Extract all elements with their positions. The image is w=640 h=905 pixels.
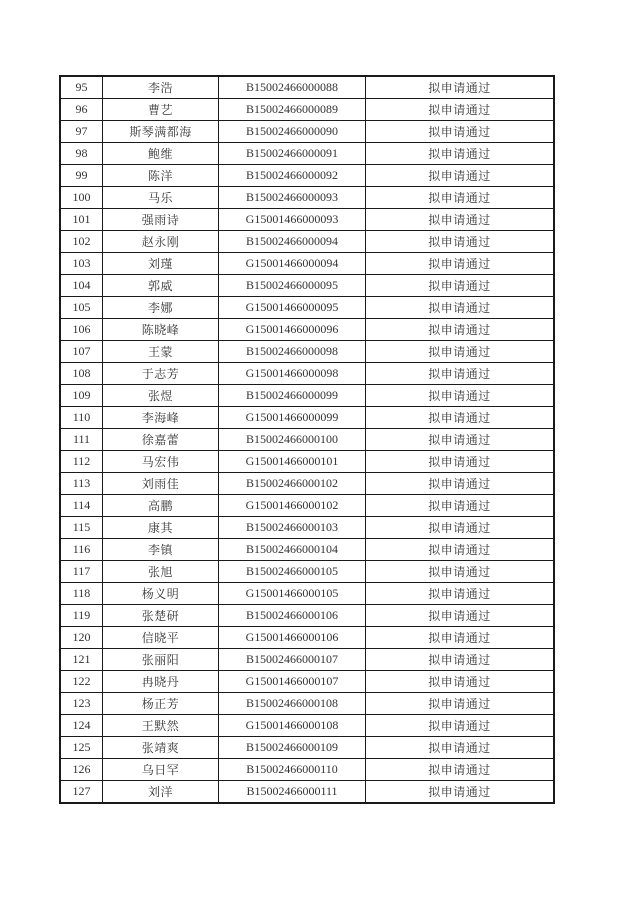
table-row	[60, 539, 554, 561]
name-cell: 张靖爽	[103, 737, 219, 759]
status-cell: 拟申请通过	[366, 539, 555, 561]
status-cell: 拟申请通过	[366, 297, 555, 319]
name-cell: 马乐	[103, 187, 219, 209]
status-cell: 拟申请通过	[366, 693, 555, 715]
table-row	[60, 76, 554, 99]
row-number-cell: 99	[60, 165, 103, 187]
table-row	[60, 121, 554, 143]
status-cell: 拟申请通过	[366, 99, 555, 121]
row-number-cell: 108	[60, 363, 103, 385]
code-cell: G15001466000107	[219, 671, 366, 693]
name-cell: 郭威	[103, 275, 219, 297]
status-cell: 拟申请通过	[366, 715, 555, 737]
status-cell: 拟申请通过	[366, 143, 555, 165]
table-row	[60, 649, 554, 671]
name-cell: 张煜	[103, 385, 219, 407]
table-row	[60, 715, 554, 737]
row-number-cell: 125	[60, 737, 103, 759]
status-cell: 拟申请通过	[366, 121, 555, 143]
name-cell: 李娜	[103, 297, 219, 319]
status-cell: 拟申请通过	[366, 649, 555, 671]
name-cell: 马宏伟	[103, 451, 219, 473]
name-cell: 强雨诗	[103, 209, 219, 231]
status-cell: 拟申请通过	[366, 473, 555, 495]
table-row	[60, 583, 554, 605]
status-cell: 拟申请通过	[366, 165, 555, 187]
status-cell: 拟申请通过	[366, 627, 555, 649]
name-cell: 李海峰	[103, 407, 219, 429]
row-number-cell: 127	[60, 781, 103, 804]
status-cell: 拟申请通过	[366, 407, 555, 429]
approval-table-body	[60, 76, 554, 803]
code-cell: G15001466000105	[219, 583, 366, 605]
row-number-cell: 118	[60, 583, 103, 605]
name-cell: 杨正芳	[103, 693, 219, 715]
table-row	[60, 275, 554, 297]
table-row	[60, 473, 554, 495]
name-cell: 于志芳	[103, 363, 219, 385]
code-cell: B15002466000092	[219, 165, 366, 187]
name-cell: 王默然	[103, 715, 219, 737]
status-cell: 拟申请通过	[366, 781, 555, 804]
table-row	[60, 385, 554, 407]
table-row	[60, 209, 554, 231]
table-row	[60, 363, 554, 385]
code-cell: B15002466000091	[219, 143, 366, 165]
table-row	[60, 407, 554, 429]
status-cell: 拟申请通过	[366, 275, 555, 297]
name-cell: 陈晓峰	[103, 319, 219, 341]
code-cell: G15001466000101	[219, 451, 366, 473]
table-row	[60, 781, 554, 804]
code-cell: G15001466000102	[219, 495, 366, 517]
table-row	[60, 429, 554, 451]
approval-roster-table	[59, 75, 555, 804]
table-row	[60, 99, 554, 121]
row-number-cell: 115	[60, 517, 103, 539]
code-cell: G15001466000108	[219, 715, 366, 737]
code-cell: B15002466000107	[219, 649, 366, 671]
row-number-cell: 121	[60, 649, 103, 671]
table-row	[60, 627, 554, 649]
table-row	[60, 495, 554, 517]
row-number-cell: 101	[60, 209, 103, 231]
status-cell: 拟申请通过	[366, 671, 555, 693]
table-row	[60, 605, 554, 627]
row-number-cell: 109	[60, 385, 103, 407]
row-number-cell: 114	[60, 495, 103, 517]
status-cell: 拟申请通过	[366, 561, 555, 583]
status-cell: 拟申请通过	[366, 319, 555, 341]
row-number-cell: 100	[60, 187, 103, 209]
code-cell: G15001466000106	[219, 627, 366, 649]
name-cell: 鲍维	[103, 143, 219, 165]
code-cell: B15002466000105	[219, 561, 366, 583]
table-row	[60, 231, 554, 253]
row-number-cell: 123	[60, 693, 103, 715]
row-number-cell: 97	[60, 121, 103, 143]
row-number-cell: 103	[60, 253, 103, 275]
name-cell: 陈洋	[103, 165, 219, 187]
code-cell: B15002466000098	[219, 341, 366, 363]
code-cell: B15002466000108	[219, 693, 366, 715]
table-row	[60, 561, 554, 583]
name-cell: 刘瑾	[103, 253, 219, 275]
name-cell: 冉晓丹	[103, 671, 219, 693]
status-cell: 拟申请通过	[366, 605, 555, 627]
table-row	[60, 517, 554, 539]
status-cell: 拟申请通过	[366, 385, 555, 407]
status-cell: 拟申请通过	[366, 759, 555, 781]
code-cell: B15002466000090	[219, 121, 366, 143]
name-cell: 李镇	[103, 539, 219, 561]
status-cell: 拟申请通过	[366, 517, 555, 539]
table-row	[60, 143, 554, 165]
code-cell: B15002466000093	[219, 187, 366, 209]
table-row	[60, 341, 554, 363]
row-number-cell: 112	[60, 451, 103, 473]
code-cell: B15002466000110	[219, 759, 366, 781]
table-row	[60, 671, 554, 693]
code-cell: G15001466000095	[219, 297, 366, 319]
name-cell: 高鹏	[103, 495, 219, 517]
name-cell: 刘雨佳	[103, 473, 219, 495]
status-cell: 拟申请通过	[366, 231, 555, 253]
status-cell: 拟申请通过	[366, 451, 555, 473]
code-cell: G15001466000098	[219, 363, 366, 385]
name-cell: 康其	[103, 517, 219, 539]
row-number-cell: 120	[60, 627, 103, 649]
row-number-cell: 95	[60, 76, 103, 99]
name-cell: 信晓平	[103, 627, 219, 649]
row-number-cell: 106	[60, 319, 103, 341]
name-cell: 曹艺	[103, 99, 219, 121]
code-cell: B15002466000094	[219, 231, 366, 253]
name-cell: 王蒙	[103, 341, 219, 363]
row-number-cell: 117	[60, 561, 103, 583]
status-cell: 拟申请通过	[366, 429, 555, 451]
code-cell: B15002466000099	[219, 385, 366, 407]
table-row	[60, 737, 554, 759]
row-number-cell: 96	[60, 99, 103, 121]
code-cell: G15001466000096	[219, 319, 366, 341]
status-cell: 拟申请通过	[366, 209, 555, 231]
name-cell: 徐嘉蕾	[103, 429, 219, 451]
row-number-cell: 124	[60, 715, 103, 737]
row-number-cell: 122	[60, 671, 103, 693]
row-number-cell: 113	[60, 473, 103, 495]
table-row	[60, 451, 554, 473]
row-number-cell: 98	[60, 143, 103, 165]
status-cell: 拟申请通过	[366, 495, 555, 517]
code-cell: B15002466000095	[219, 275, 366, 297]
name-cell: 刘洋	[103, 781, 219, 804]
table-row	[60, 693, 554, 715]
status-cell: 拟申请通过	[366, 583, 555, 605]
table-row	[60, 187, 554, 209]
code-cell: B15002466000104	[219, 539, 366, 561]
name-cell: 李浩	[103, 76, 219, 99]
row-number-cell: 105	[60, 297, 103, 319]
code-cell: G15001466000093	[219, 209, 366, 231]
table-row	[60, 319, 554, 341]
name-cell: 张旭	[103, 561, 219, 583]
table-row	[60, 297, 554, 319]
code-cell: B15002466000088	[219, 76, 366, 99]
table-row	[60, 165, 554, 187]
code-cell: B15002466000100	[219, 429, 366, 451]
row-number-cell: 107	[60, 341, 103, 363]
table-row	[60, 759, 554, 781]
row-number-cell: 110	[60, 407, 103, 429]
name-cell: 赵永刚	[103, 231, 219, 253]
code-cell: B15002466000106	[219, 605, 366, 627]
code-cell: B15002466000109	[219, 737, 366, 759]
status-cell: 拟申请通过	[366, 737, 555, 759]
status-cell: 拟申请通过	[366, 363, 555, 385]
code-cell: B15002466000089	[219, 99, 366, 121]
table-row	[60, 253, 554, 275]
row-number-cell: 119	[60, 605, 103, 627]
status-cell: 拟申请通过	[366, 187, 555, 209]
row-number-cell: 111	[60, 429, 103, 451]
row-number-cell: 104	[60, 275, 103, 297]
code-cell: B15002466000102	[219, 473, 366, 495]
row-number-cell: 126	[60, 759, 103, 781]
status-cell: 拟申请通过	[366, 341, 555, 363]
name-cell: 乌日罕	[103, 759, 219, 781]
code-cell: G15001466000094	[219, 253, 366, 275]
status-cell: 拟申请通过	[366, 76, 555, 99]
code-cell: B15002466000103	[219, 517, 366, 539]
row-number-cell: 102	[60, 231, 103, 253]
status-cell: 拟申请通过	[366, 253, 555, 275]
row-number-cell: 116	[60, 539, 103, 561]
code-cell: B15002466000111	[219, 781, 366, 804]
name-cell: 杨义明	[103, 583, 219, 605]
code-cell: G15001466000099	[219, 407, 366, 429]
name-cell: 张楚研	[103, 605, 219, 627]
name-cell: 斯琴满都海	[103, 121, 219, 143]
name-cell: 张丽阳	[103, 649, 219, 671]
